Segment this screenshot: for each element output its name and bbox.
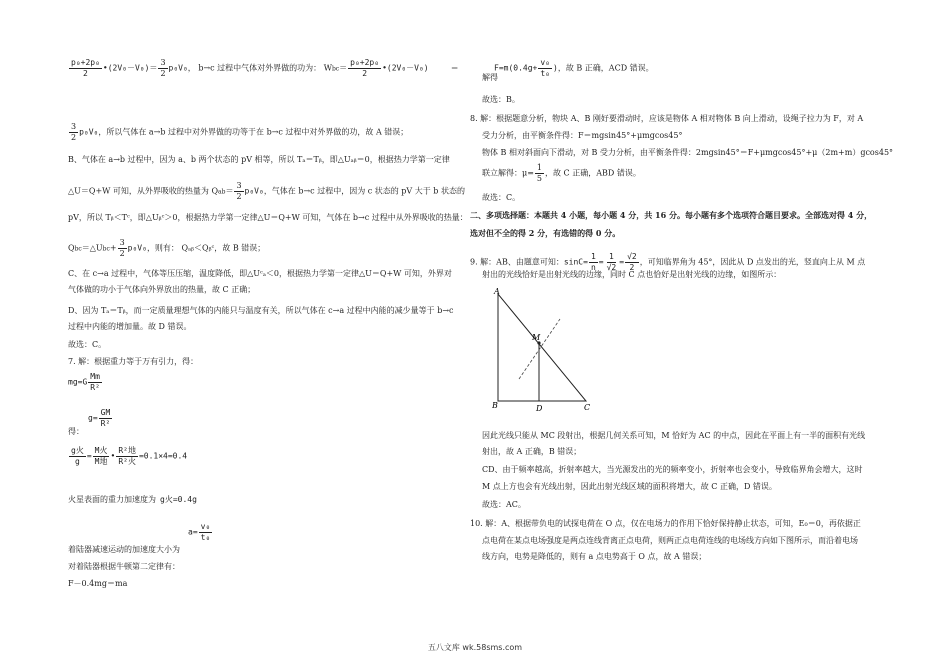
right-line-5: 物体 B 相对斜面向下滑动，对 B 受力分析，由平衡条件得：2mgsin45°＝F+μmgcos45°+μ（2m+m）gcos45°	[482, 148, 894, 157]
left-line-7: C、在 c→a 过程中，气体等压压缩，温度降低，即△Uᶜₐ＜0，根据热力学第一定律△U＝Q+W 可知，外界对	[68, 269, 452, 278]
left-line-20: 对着陆器根据牛顿第二定律有：	[68, 562, 180, 571]
right-line-1: F=m(0.4g+ $\frac{\text{v₀}}{\text{t₀}}$ )，故 B 正确，ACD 错误。	[494, 58, 654, 78]
left-line-8: 气体做的功小于气体向外界放出的热量，故 C 正确；	[68, 285, 256, 294]
left-line-14: g= $\frac{GM}{\text{R²}}$	[88, 408, 111, 428]
left-line-16: $\frac{\text{g火}}{g}$ = $\frac{\text{M火}}{\text{M地}}$ • $\frac{\text{R²地}}{\text{R²火}}$ =0.1×4=0.4	[71, 446, 188, 466]
right-line-3: 8. 解：根据题意分析，物块 A、B 刚好要滑动时，应该是物体 A 相对物体 B 向上滑动，设绳子拉力为 F，对 A	[470, 114, 864, 123]
section-heading-2: 选对但不全的得 2 分，有选错的得 0 分。	[470, 228, 621, 238]
prism-light-figure	[492, 284, 602, 414]
right-line-15: M 点上方也会有光线出射，因此出射光线区域的面积将增大，故 C 正确，D 错误。	[482, 482, 777, 491]
right-line-4: 受力分析，由平衡条件得：F＝mgsin45°+μmgcos45°	[482, 131, 683, 140]
left-line-6: Qbc＝△Ubc+ $\frac{3}{2}$ p₀V₀，则有： Qₐᵦ＜Qᵦᶜ，故 B 错误；	[68, 238, 266, 258]
label-b: B	[492, 401, 498, 410]
label-c: C	[584, 403, 591, 412]
right-line-12: 因此光线只能从 MC 段射出，根据几何关系可知，M 恰好为 AC 的中点，因此在平面上有一半的面积有光线	[482, 431, 866, 440]
label-m: M	[532, 333, 541, 342]
triangle-abc	[498, 294, 586, 401]
left-line-15: 得：	[68, 427, 84, 436]
label-a: A	[494, 287, 500, 296]
right-line-18: 点电荷在某点电场强度是两点连线背离正点电荷，则两正点电荷连线的电场线方向如下图所示，而沿着电场	[482, 536, 858, 545]
left-line-2: $\frac{3}{2}$ p₀V₀，所以气体在 a→b 过程中对外界做的功等于在 b→c 过程中对外界做的功，故 A 错误；	[71, 122, 409, 142]
label-d: D	[536, 404, 543, 413]
right-line-19: 线方向，电势是降低的，则有 a 点电势高于 O 点，故 A 错误；	[482, 552, 707, 561]
right-line-7: 故选：C。	[482, 193, 521, 202]
right-line-10: 9. 解：AB、由题意可知：sinC= $\frac{1}{n}$ = $\frac{1}{√2}$ = $\frac{√2}{2}$ ，可知临界角为 45°，因此从 D 点发出的光，竖直向上从 M 点	[470, 252, 866, 272]
right-line-13: 射出，故 A 正确，B 错误；	[482, 447, 582, 456]
right-line-17: 10. 解：A、根据带负电的试探电荷在 O 点，仅在电场力的作用下恰好保持静止状态，可知，E₀＝0，再依据正	[470, 519, 861, 528]
left-line-4: △U＝Q+W 可知，从外界吸收的热量为 Qab＝ $\frac{3}{2}$ p₀V₀，气体在 b→c 过程中，因为 c 状态的 pV 大于 b 状态的	[68, 181, 465, 201]
left-line-11: 故选：C。	[68, 340, 107, 349]
left-line-10: 过程中内能的增加量。故 D 错误。	[68, 322, 192, 331]
left-line-13: mg=G $\frac{Mm}{\text{R²}}$	[68, 372, 100, 392]
right-line-1-pre: 解得	[482, 73, 498, 82]
right-line-16: 故选：AC。	[482, 500, 526, 509]
left-line-9: D、因为 Tₐ＝Tᵦ，而一定质量理想气体的内能只与温度有关，所以气体在 c→a 过程中内能的减少量等于 b→c	[68, 306, 454, 315]
left-line-5: pV，所以 Tᵦ＜Tᶜ，即△Uᵦᶜ＞0，根据热力学第一定律△U＝Q+W 可知，气体在 b→c 过程中从外界吸收的热量：	[68, 213, 468, 222]
right-line-2: 故选：B。	[482, 95, 520, 104]
left-line-1: $\frac{\text{p₀+2p₀}}{2}$ •(2V₀－V₀)＝ $\frac{3}{2}$ p₀V₀， b→c 过程中气体对外界做的功为： Wbc＝ $\frac{\text{p₀+2p₀}}{2}$ •(2V₀－V₀) ＝	[71, 58, 459, 78]
left-line-18: a= $\frac{\text{v₀}}{\text{t₀}}$	[188, 522, 211, 542]
section-heading: 二、多项选择题：本题共 4 小题，每小题 4 分，共 16 分。每小题有多个选项符合题目要求。全部选对得 4 分，	[470, 210, 873, 220]
left-line-3: B、气体在 a→b 过程中，因为 a、b 两个状态的 pV 相等，所以 Tₐ＝Tᵦ，即△Uₐᵦ＝0，根据热力学第一定律	[68, 155, 450, 164]
left-line-19: 着陆器减速运动的加速度大小为	[68, 545, 180, 554]
right-line-11: 射出的光线恰好是出射光线的边缘，同时 C 点也恰好是出射光线的边缘，如图所示：	[482, 270, 782, 279]
right-line-14: CD、由于频率越高，折射率越大，当光源发出的光的频率变小，折射率也会变小，导致临界角会增大，这时	[482, 465, 863, 474]
right-line-6: 联立解得：μ= $\frac{1}{5}$ ，故 C 正确，ABD 错误。	[482, 163, 641, 183]
page-footer: 五八文库 wk.58sms.com	[427, 643, 523, 652]
left-line-17: 火星表面的重力加速度为 g火=0.4g	[68, 495, 197, 504]
left-line-21: F－0.4mg＝ma	[68, 579, 128, 588]
left-line-12: 7. 解：根据重力等于万有引力，得：	[68, 357, 199, 366]
